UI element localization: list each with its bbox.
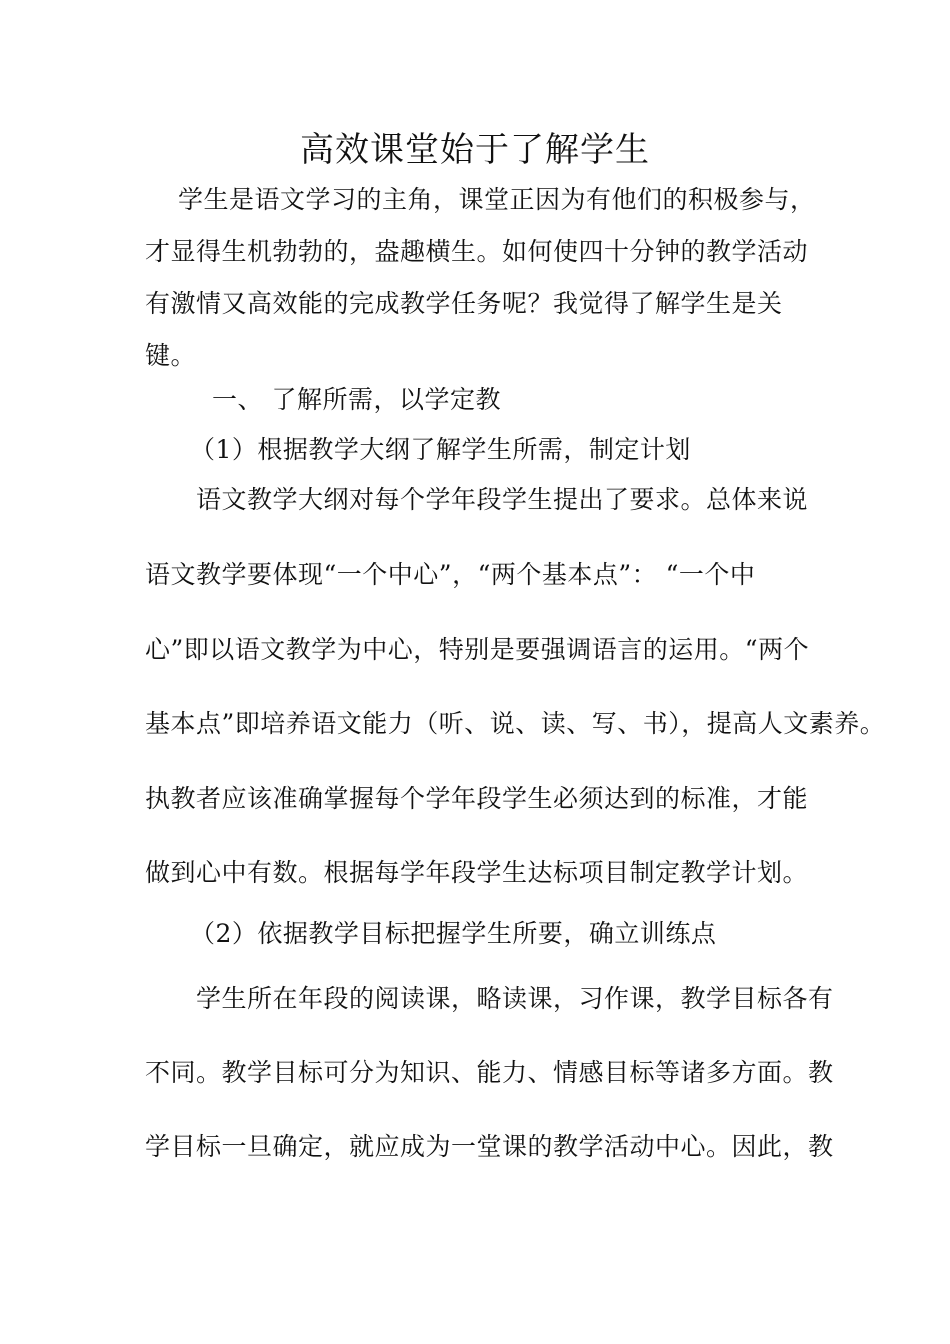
paragraph-line-10: 做到心中有数。根据每学年段学生达标项目制定教学计划。 (145, 858, 809, 887)
paragraph-line-5: 语文教学大纲对每个学年段学生提出了要求。总体来说 (196, 485, 809, 514)
paragraph-line-3: 有激情又高效能的完成教学任务呢？我觉得了解学生是关 (145, 289, 783, 318)
paragraph-line-8: 基本点”即培养语文能力（听、说、读、写、书），提高人文素养。 (145, 709, 886, 738)
paragraph-line-1: 学生是语文学习的主角，课堂正因为有他们的积极参与， (178, 185, 816, 214)
paragraph-line-12: 不同。教学目标可分为知识、能力、情感目标等诸多方面。教 (145, 1058, 834, 1087)
subsection-heading-2: （2）依据教学目标把握学生所要，确立训练点 (190, 919, 717, 948)
subsection-heading-1: （1）根据教学大纲了解学生所需，制定计划 (190, 435, 691, 464)
paragraph-line-2: 才显得生机勃勃的，盎趣横生。如何使四十分钟的教学活动 (145, 237, 809, 266)
section-heading-1: 一、 了解所需，以学定教 (212, 385, 501, 414)
paragraph-line-11: 学生所在年段的阅读课，略读课，习作课，教学目标各有 (196, 984, 834, 1013)
paragraph-line-6: 语文教学要体现“一个中心”，“两个基本点”： “一个中 (145, 560, 756, 589)
paragraph-line-9: 执教者应该准确掌握每个学年段学生必须达到的标准，才能 (145, 784, 809, 813)
paragraph-line-4: 键。 (145, 341, 197, 370)
document-title: 高效课堂始于了解学生 (300, 130, 650, 170)
paragraph-line-13: 学目标一旦确定，就应成为一堂课的教学活动中心。因此，教 (145, 1132, 834, 1161)
paragraph-line-7: 心”即以语文教学为中心，特别是要强调语言的运用。“两个 (145, 635, 810, 664)
